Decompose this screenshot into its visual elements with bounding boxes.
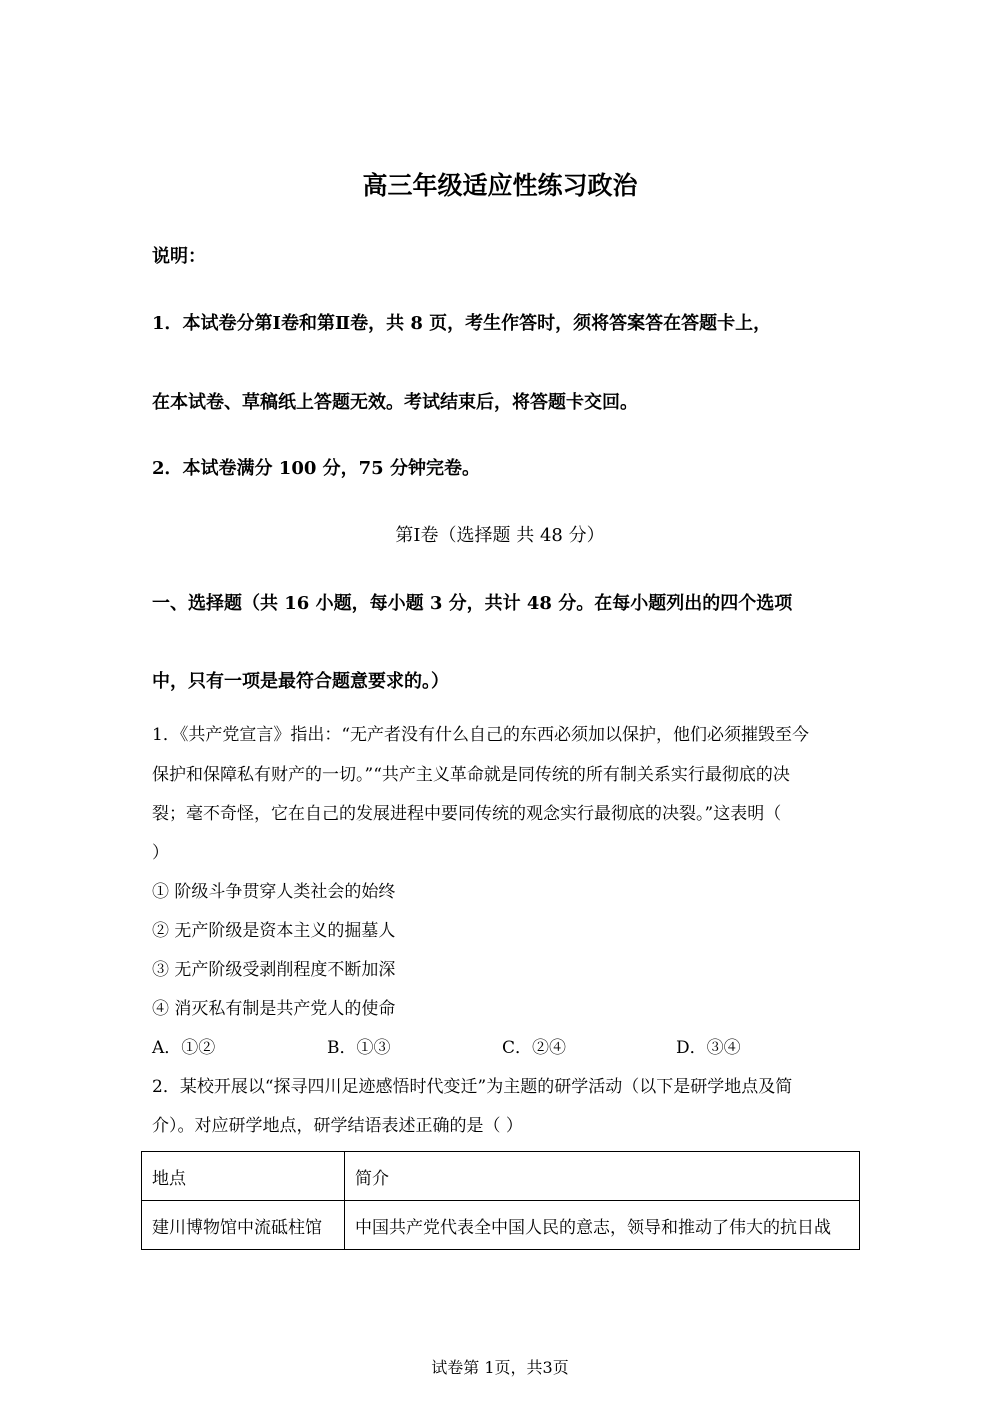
instruction-item-1-line-1: 1．本试卷分第Ⅰ卷和第Ⅱ卷，共 8 页，考生作答时，须将答案答在答题卡上， [152,313,772,334]
instruction-item-1-line-2: 在本试卷、草稿纸上答题无效。考试结束后，将答题卡交回。 [152,392,638,413]
table-header-cell: 地点 [142,1152,345,1201]
section-1-heading-line-2: 中，只有一项是最符合题意要求的。） [152,671,449,692]
table-header-row [142,1152,860,1201]
table-cell: 建川博物馆中流砥柱馆 [142,1201,345,1250]
instructions-heading: 说明： [152,246,206,267]
question-2-stem-line: 2．某校开展以“探寻四川足迹感悟时代变迁”为主题的研学活动（以下是研学地点及简 [152,1077,793,1097]
page-footer: 试卷第 1页，共3页 [431,1358,569,1377]
question-2-stem-line: 介）。对应研学地点，研学结语表述正确的是（ ） [152,1116,523,1136]
question-1-statement: ④ 消灭私有制是共产党人的使命 [152,999,396,1019]
question-1-stem-line: 1．《共产党宣言》指出：“无产者没有什么自己的东西必须加以保护，他们必须摧毁至今 [152,725,810,745]
table-header-cell: 简介 [345,1152,860,1201]
document-title: 高三年级适应性练习政治 [362,171,638,200]
question-1-option-b: B．①③ [327,1038,391,1058]
part-1-title: 第Ⅰ卷（选择题 共 48 分） [395,525,605,546]
instruction-item-2: 2．本试卷满分 100 分，75 分钟完卷。 [152,458,480,479]
table-row [142,1201,860,1250]
question-1-option-c: C．②④ [502,1038,567,1058]
section-1-heading-line-1: 一、选择题（共 16 小题，每小题 3 分，共计 48 分。在每小题列出的四个选项 [152,593,793,614]
table-cell: 中国共产党代表全中国人民的意志，领导和推动了伟大的抗日战 [345,1201,860,1250]
question-1-option-d: D．③④ [676,1038,741,1058]
question-1-stem-line: 裂；毫不奇怪，它在自己的发展进程中要同传统的观念实行最彻底的决裂。”这表明（ [152,804,782,824]
question-1-option-a: A．①② [152,1038,216,1058]
question-1-stem-line: 保护和保障私有财产的一切。”“共产主义革命就是同传统的所有制关系实行最彻底的决 [152,765,790,785]
question-1-statement: ② 无产阶级是资本主义的掘墓人 [152,921,396,941]
question-1-stem-line: ） [152,843,169,863]
study-sites-table [141,1151,860,1250]
question-1-statement: ③ 无产阶级受剥削程度不断加深 [152,960,396,980]
question-1-statement: ① 阶级斗争贯穿人类社会的始终 [152,882,396,902]
